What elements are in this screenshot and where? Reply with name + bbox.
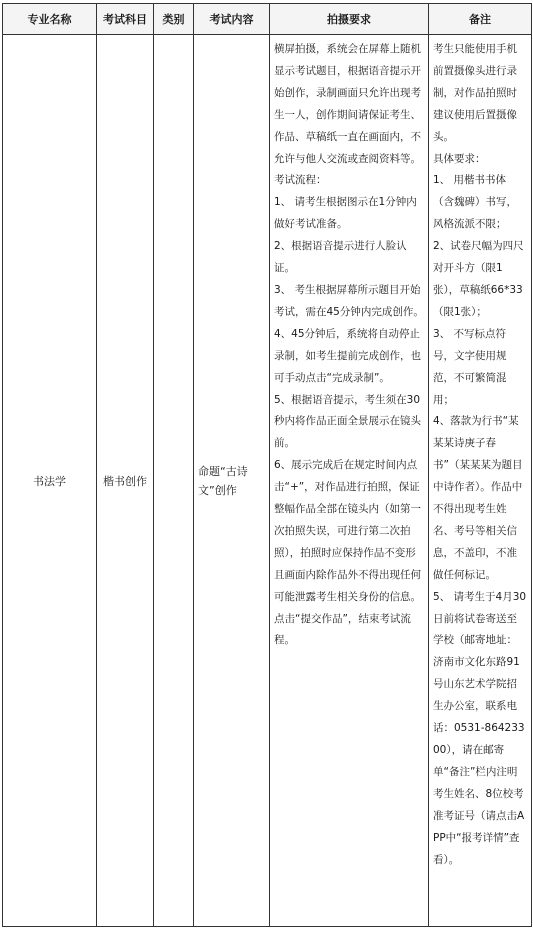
cell-major: 书法学: [3, 35, 97, 927]
requirements-step-3: 3、 考生根据屏幕所示题目开始考试，需在45分钟内完成创作。: [274, 283, 424, 318]
header-subject: 考试科目: [97, 4, 154, 35]
requirements-flow-title: 考试流程：: [274, 174, 327, 187]
notes-item-1: 1、 用楷书书体（含魏碑）书写，风格流派不限；: [433, 174, 517, 231]
cell-requirements: [270, 35, 429, 927]
notes-item-2: 2、试卷尺幅为四尺对开斗方（限1张），草稿纸66*33（限1张）；: [433, 240, 524, 318]
cell-subject: 楷书创作: [97, 35, 154, 927]
header-major: 专业名称: [3, 4, 97, 35]
cell-notes: [429, 35, 532, 927]
requirements-step-4: 4、45分钟后，系统将自动停止录制，如考生提前完成创作，也可手动点击“完成录制”。: [274, 327, 421, 384]
table-body: [3, 35, 532, 927]
exam-requirements-table: [2, 3, 532, 927]
notes-specific-title: 具体要求：: [433, 152, 486, 165]
requirements-intro: 横屏拍摄，系统会在屏幕上随机显示考试题目，根据语音提示开始创作，录制画面只允许出现考生一人，创作期间请保证考生、作品、草稿纸一直在画面内，不允许与他人交流或查阅资料等。: [274, 43, 421, 165]
table-header: [3, 4, 532, 35]
notes-camera: 考生只能使用手机前置摄像头进行录制，对作品拍照时建议使用后置摄像头。: [433, 43, 517, 143]
requirements-step-6: 6、展示完成后在规定时间内点击“+”，对作品进行拍照，保证整幅作品全部在镜头内（如第一次拍照失误，可进行第二次拍照），拍照时应保持作品不变形且画面内除作品外不得出现任何可能泄露考生相关身份的信息。点击“提交作品”，结束考试流程。: [274, 459, 421, 647]
requirements-step-2: 2、根据语音提示进行人脸认证。: [274, 240, 407, 275]
requirements-step-1: 1、 请考生根据图示在1分钟内做好考试准备。: [274, 196, 417, 231]
notes-item-5: 5、 请考生于4月30日前将试卷寄送至学校（邮寄地址：济南市文化东路91号山东艺术学院招生办公室，联系电话：0531-86423300），请在邮寄单“备注”栏内注明考生姓名、8位校考准考证号（请点击APP中“报考详情”查看）。: [433, 590, 527, 866]
cell-content: 命题“古诗文”创作: [194, 35, 270, 927]
cell-category: [154, 35, 194, 927]
header-category: 类别: [154, 4, 194, 35]
notes-item-4: 4、落款为行书“某某某诗庚子春书”（某某某为题目中诗作者）。作品中不得出现考生姓名、考号等相关信息，不盖印，不准做任何标记。: [433, 415, 523, 581]
header-requirements: 拍摄要求: [270, 4, 429, 35]
requirements-step-5: 5、根据语音提示，考生须在30秒内将作品正面全景展示在镜头前。: [274, 393, 421, 450]
notes-item-3: 3、 不写标点符号，文字使用规范，不可繁简混用；: [433, 327, 507, 406]
header-notes: 备注: [429, 4, 532, 35]
table-row: [3, 35, 532, 927]
header-content: 考试内容: [194, 4, 270, 35]
header-row: [3, 4, 532, 35]
